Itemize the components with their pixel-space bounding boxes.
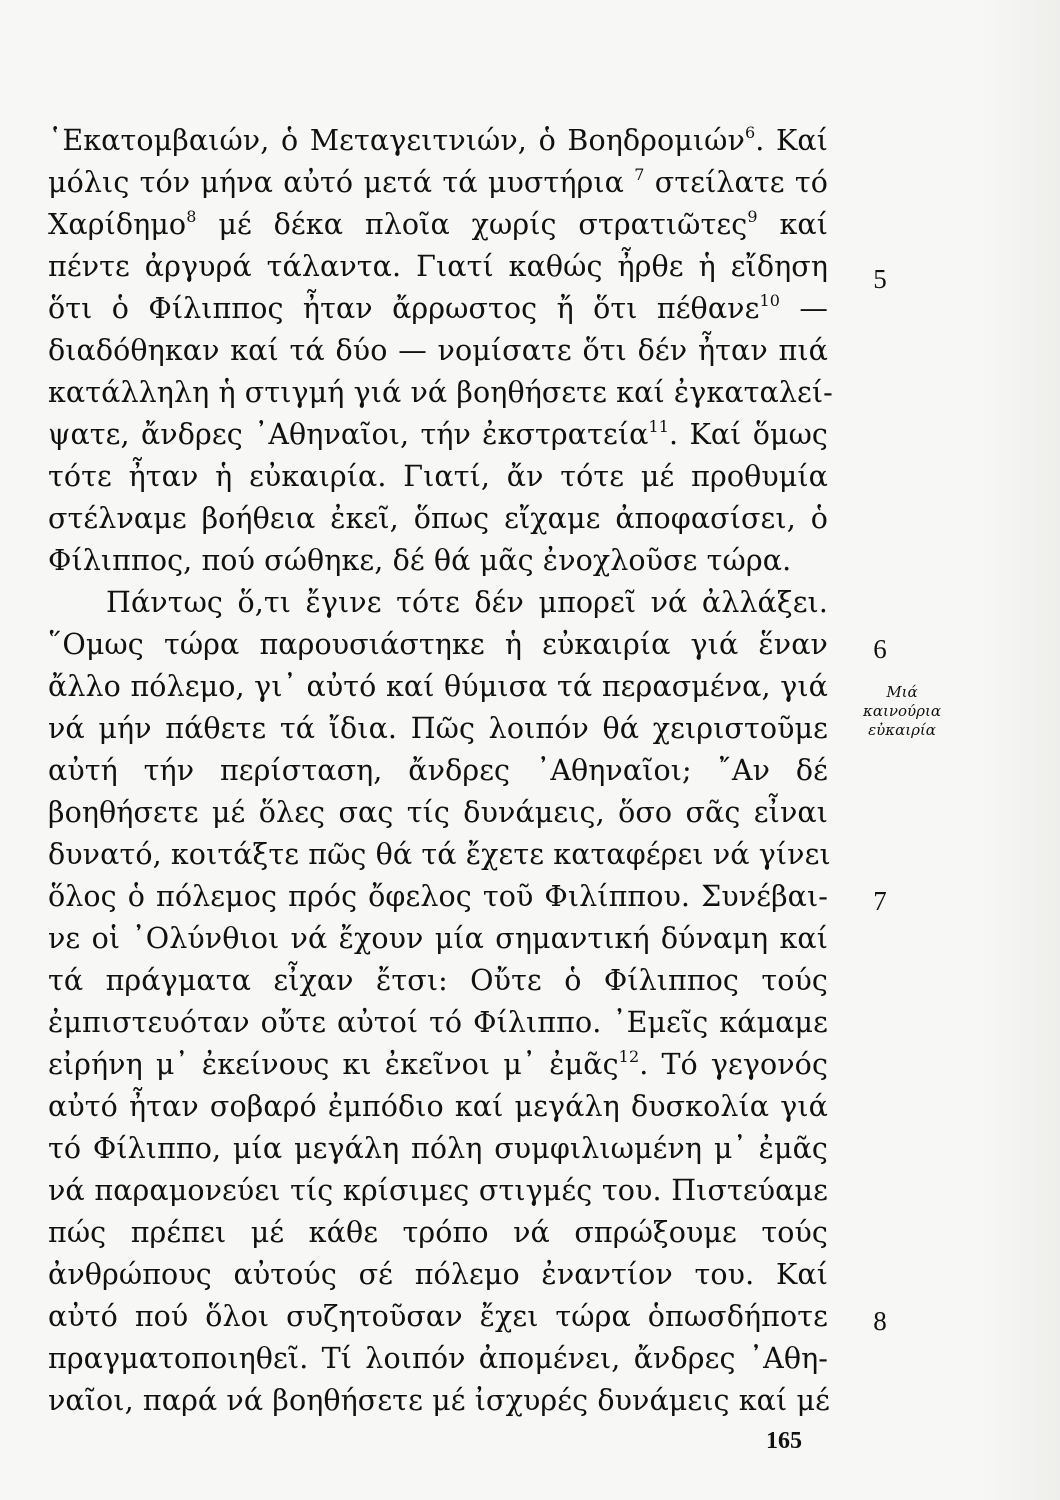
footnote-ref: 7 — [634, 165, 645, 184]
footnote-ref: 9 — [747, 207, 758, 226]
footnote-ref: 6 — [744, 123, 756, 142]
section-number: 6 — [873, 634, 887, 664]
text-line: ψατε, ἄνδρες ᾿Αθηναῖοι, τήν ἐκστρατεία$^{11}$. Καί ὅμως — [48, 417, 828, 451]
text-line: ναῖοι, παρά νά βοηθήσετε μέ ἰσχυρές δυνάμεις καί μέ — [48, 1384, 830, 1417]
text-line: Πάντως ὅ,τι ἔγινε τότε δέν μπορεῖ νά ἀλλάξει. — [106, 586, 828, 619]
text-line: μόλις τόν μήνα αὐτό μετά τά μυστήρια $^7$ στείλατε τό — [48, 165, 828, 199]
text-line: αὐτή τήν περίσταση, ἄνδρες ᾿Αθηναῖοι; ῎Αν δέ — [48, 754, 828, 787]
main-text — [48, 120, 833, 1422]
text-line: τά πράγματα εἶχαν ἔτσι: Οὔτε ὁ Φίλιππος τούς — [48, 964, 828, 997]
section-number: 7 — [873, 886, 887, 916]
text-line: βοηθήσετε μέ ὅλες σας τίς δυνάμεις, ὅσο σᾶς εἶναι — [48, 796, 828, 829]
footnote-ref: 12 — [618, 1047, 640, 1066]
page-number: 165 — [766, 1428, 802, 1454]
text-line: νε οἱ ᾿Ολύνθιοι νά ἔχουν μία σημαντική δύναμη καί — [48, 922, 828, 955]
text-line: ὅτι ὁ Φίλιππος ἦταν ἄρρωστος ἤ ὅτι πέθανε$^{10}$ — — [48, 291, 828, 325]
text-line: Χαρίδημο$^8$ μέ δέκα πλοῖα χωρίς στρατιῶτες$^9$ καί — [48, 207, 828, 241]
text-line: νά μήν πάθετε τά ἴδια. Πῶς λοιπόν θά χειριστοῦμε — [48, 712, 828, 745]
section-number: 8 — [873, 1306, 887, 1336]
sidenote-line: καινούρια — [863, 702, 941, 720]
text-line: νά παραμονεύει τίς κρίσιμες στιγμές του. Πιστεύαμε — [48, 1174, 828, 1207]
text-line: στέλναμε βοήθεια ἐκεῖ, ὅπως εἴχαμε ἀποφασίσει, ὁ — [48, 502, 828, 535]
text-line: κατάλληλη ἡ στιγμή γιά νά βοηθήσετε καί ἐγκαταλεί- — [48, 376, 833, 409]
text-line: ἄλλο πόλεμο, γι᾿ αὐτό καί θύμισα τά περασμένα, γιά — [48, 670, 828, 703]
text-line: Φίλιππος, πού σώθηκε, δέ θά μᾶς ἐνοχλοῦσε τώρα. — [48, 544, 792, 577]
text-line: αὐτό ἦταν σοβαρό ἐμπόδιο καί μεγάλη δυσκολία γιά — [48, 1090, 828, 1123]
sidenote-line: εὐκαιρία — [868, 721, 936, 739]
text-line: ἐμπιστευόταν οὔτε αὐτοί τό Φίλιππο. ᾿Εμεῖς κάμαμε — [48, 1006, 828, 1039]
text-line: πραγματοποιηθεῖ. Τί λοιπόν ἀπομένει, ἄνδρες ᾿Αθη- — [48, 1342, 828, 1375]
text-line: ῾Εκατομβαιών, ὁ Μεταγειτνιών, ὁ Βοηδρομιών$^6$. Καί — [48, 123, 828, 157]
footnote-ref: 8 — [186, 207, 197, 226]
text-line: τότε ἦταν ἡ εὐκαιρία. Γιατί, ἄν τότε μέ προθυμία — [48, 460, 828, 493]
text-line: τό Φίλιππο, μία μεγάλη πόλη συμφιλιωμένη μ᾿ ἐμᾶς — [48, 1132, 828, 1165]
text-line: ὅλος ὁ πόλεμος πρός ὄφελος τοῦ Φιλίππου. Συνέβαι- — [48, 880, 828, 913]
text-line: πέντε ἀργυρά τάλαντα. Γιατί καθώς ἦρθε ἡ εἴδηση — [48, 250, 828, 283]
text-line: ἀνθρώπους αὐτούς σέ πόλεμο ἐναντίον του. Καί — [48, 1258, 828, 1291]
page-shadow — [980, 0, 1060, 1500]
section-number: 5 — [873, 264, 887, 294]
footnote-ref: 11 — [648, 417, 670, 436]
text-line: αὐτό πού ὅλοι συζητοῦσαν ἔχει τώρα ὁπωσδήποτε — [48, 1300, 828, 1333]
margin-sidenote — [842, 683, 962, 740]
text-line: ῞Ομως τώρα παρουσιάστηκε ἡ εὐκαιρία γιά ἕναν — [48, 628, 828, 661]
text-line: δυνατό, κοιτάξτε πῶς θά τά ἔχετε καταφέρει νά γίνει — [48, 838, 831, 871]
text-line: πώς πρέπει μέ κάθε τρόπο νά σπρώξουμε τούς — [48, 1216, 828, 1249]
text-line: εἰρήνη μ᾿ ἐκείνους κι ἐκεῖνοι μ᾿ ἐμᾶς$^{12}$. Τό γεγονός — [48, 1047, 829, 1081]
sidenote-line: Μιά — [886, 683, 918, 701]
text-line: διαδόθηκαν καί τά δύο — νομίσατε ὅτι δέν ἦταν πιά — [48, 334, 828, 367]
footnote-ref: 10 — [759, 291, 781, 310]
